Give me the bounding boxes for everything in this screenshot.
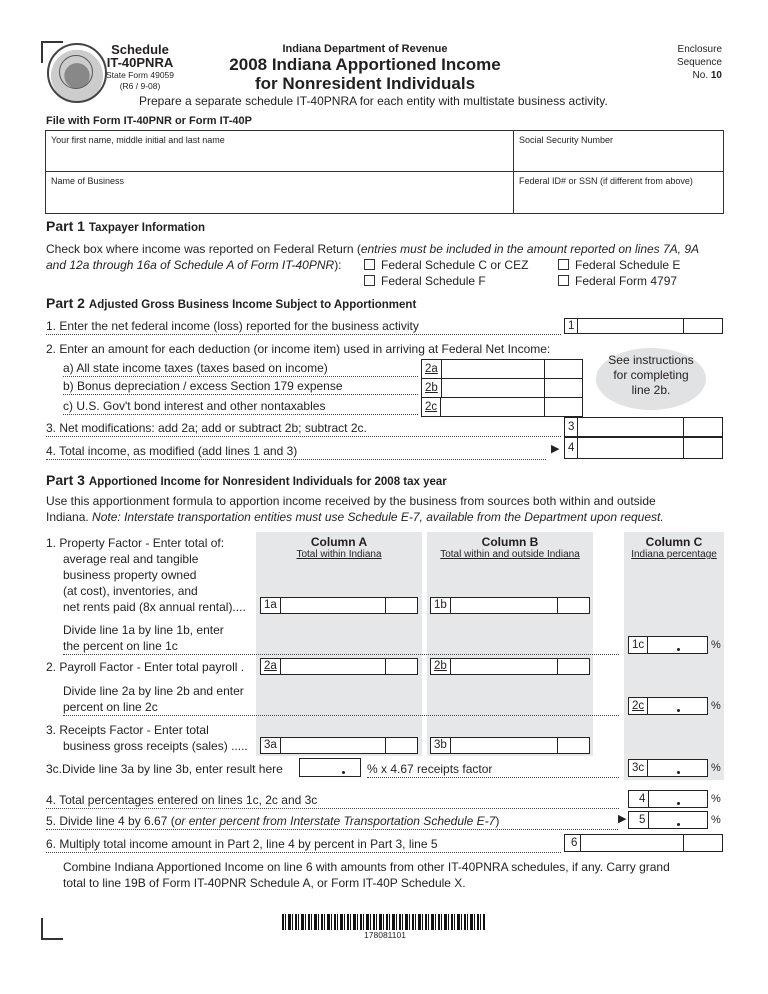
p3-line1-label: 1. Property Factor - Enter total of: average real and tangible business property owned (at cost), inventories, and net rents paid (8x annual rental).... — [46, 536, 246, 614]
checkbox-form-4797[interactable]: Federal Form 4797 — [558, 273, 677, 289]
percent-sign: % — [711, 762, 721, 774]
p3-line2b-input[interactable]: 2b — [430, 658, 590, 675]
ssn-field[interactable] — [514, 131, 723, 172]
p3-line3a-input[interactable]: 3a — [260, 737, 418, 754]
barcode-icon — [282, 914, 485, 930]
p3-line4-input[interactable]: 4 — [628, 790, 708, 808]
p3-line1a-input[interactable]: 1a — [260, 597, 418, 614]
p3-line1b-input[interactable]: 1b — [430, 597, 590, 614]
p3-line1c-label: the percent on line 1c — [63, 638, 619, 655]
part2-line1: 1. Enter the net federal income (loss) reported for the business activity — [46, 318, 561, 335]
part1-heading: Part 1 Taxpayer Information — [46, 218, 206, 234]
p3-line6-input[interactable]: 6 — [564, 834, 723, 852]
sequence-number: No. 10 — [692, 70, 722, 81]
business-label: Name of Business — [51, 176, 125, 186]
enclosure-sequence — [640, 43, 722, 82]
p3-line1c-text: Divide line 1a by line 1b, enter — [63, 623, 224, 637]
ssn-label: Social Security Number — [519, 135, 614, 145]
column-c-header: Column C Indiana percentage — [631, 535, 717, 560]
column-b-header: Column B Total within and outside Indiana — [440, 535, 580, 560]
form-title-line1: 2008 Indiana Apportioned Income — [229, 55, 501, 74]
part2-line2a: a) All state income taxes (taxes based on income) — [63, 360, 418, 377]
checkbox-icon[interactable] — [364, 275, 375, 286]
percent-sign: % — [711, 814, 721, 826]
fedid-label: Federal ID# or SSN (if different from above) — [519, 176, 693, 186]
part2-line2a-input[interactable]: 2a — [421, 359, 583, 379]
p3-line1c-input[interactable]: 1c — [628, 636, 708, 654]
percent-sign: % — [711, 700, 721, 712]
combine-instruction-1: Combine Indiana Apportioned Income on line 6 with amounts from other IT-40PNRA schedules, if any. Carry grand — [63, 860, 670, 874]
part2-line4: 4. Total income, as modified (add lines 1 and 3) — [46, 443, 546, 460]
part2-line4-input[interactable]: 4 — [564, 437, 723, 459]
enclosure-label: Enclosure — [677, 44, 722, 55]
checkbox-icon[interactable] — [364, 259, 375, 270]
schedule-id-block — [102, 43, 178, 90]
sequence-label: Sequence — [676, 57, 722, 68]
part1-instruction: Check box where income was reported on Federal Return (entries must be included in the amount reported on lines 7A, 9A — [46, 242, 700, 256]
p3-line3-label: 3. Receipts Factor - Enter total business gross receipts (sales) ..... — [46, 723, 248, 753]
arrow-right-icon: ▶ — [551, 443, 560, 455]
state-form: State Form 49059 — [105, 70, 175, 80]
p3-line3c-label: 3c.Divide line 3a by line 3b, enter result here — [46, 762, 283, 776]
combine-instruction-2: total to line 19B of Form IT-40PNR Schedule A, or Form IT-40P Schedule X. — [63, 876, 466, 890]
schedule-word: Schedule — [111, 42, 169, 57]
column-a-header: Column A Total within Indiana — [296, 535, 382, 560]
part3-intro-1: Use this apportionment formula to apportion income received by the business from sources both within and outside — [46, 494, 656, 508]
part1-instruction-2: and 12a through 16a of Schedule A of Form IT-40PNR): — [46, 258, 342, 272]
part2-line2: 2. Enter an amount for each deduction (or income item) used in arriving at Federal Net Income: — [46, 342, 551, 356]
see-instructions-note: See instructions for completing line 2b. — [596, 348, 706, 410]
p3-line2c-label: percent on line 2c — [63, 699, 619, 716]
part2-line1-input[interactable]: 1 — [564, 318, 723, 334]
checkbox-schedule-c[interactable]: Federal Schedule C or CEZ — [364, 257, 528, 273]
checkbox-schedule-f[interactable]: Federal Schedule F — [364, 273, 486, 289]
part2-line2c: c) U.S. Gov't bond interest and other nontaxables — [63, 398, 418, 415]
p3-line2c-input[interactable]: 2c — [628, 697, 708, 715]
checkbox-schedule-e[interactable]: Federal Schedule E — [558, 257, 680, 273]
part2-line3-input[interactable]: 3 — [564, 417, 723, 437]
p3-line5-label: 5. Divide line 4 by 6.67 (or enter percent from Interstate Transportation Schedule E-7) — [46, 813, 618, 830]
checkbox-icon[interactable] — [558, 259, 569, 270]
p3-line3c-input[interactable]: 3c — [628, 759, 708, 777]
form-title-line2: for Nonresident Individuals — [254, 74, 476, 93]
p3-line2c-text: Divide line 2a by line 2b and enter — [63, 684, 244, 698]
part2-line3: 3. Net modifications: add 2a; add or subtract 2b; subtract 2c. — [46, 420, 561, 437]
part2-line2b: b) Bonus depreciation / excess Section 179 expense — [63, 378, 418, 395]
percent-sign: % — [711, 793, 721, 805]
crop-mark-bottom-left — [41, 918, 63, 940]
p3-line2a-input[interactable]: 2a — [260, 658, 418, 675]
p3-line3c-ratio-input[interactable] — [299, 758, 361, 777]
revision: (R6 / 9-08) — [119, 80, 161, 91]
p3-line3c-factor: % x 4.67 receipts factor — [367, 761, 619, 778]
taxpayer-id-box — [45, 130, 724, 214]
p3-line6-label: 6. Multiply total income amount in Part 2, line 4 by percent in Part 3, line 5 — [46, 836, 561, 853]
part3-heading: Part 3 Apportioned Income for Nonresident Individuals for 2008 tax year — [46, 472, 447, 488]
name-field[interactable] — [46, 131, 514, 172]
percent-sign: % — [711, 639, 721, 651]
p3-line4-label: 4. Total percentages entered on lines 1c, 2c and 3c — [46, 792, 619, 809]
business-name-field[interactable] — [46, 172, 514, 213]
arrow-right-icon: ▶ — [618, 813, 627, 825]
p3-line5-input[interactable]: 5 — [628, 811, 708, 829]
p3-line3b-input[interactable]: 3b — [430, 737, 590, 754]
prepare-instruction: Prepare a separate schedule IT-40PNRA for each entity with multistate business activity. — [139, 94, 608, 108]
part2-heading: Part 2 Adjusted Gross Business Income Subject to Apportionment — [46, 295, 417, 311]
schedule-id: IT-40PNRA — [106, 55, 174, 70]
barcode-number: 178081101 — [364, 930, 406, 940]
name-label: Your first name, middle initial and last name — [51, 135, 225, 145]
part3-intro-2: Indiana. Note: Interstate transportation entities must use Schedule E-7, available from the Department upon request. — [46, 510, 664, 524]
file-with-note: File with Form IT-40PNR or Form IT-40P — [46, 115, 252, 127]
part2-line2c-input[interactable]: 2c — [421, 397, 583, 417]
column-c-shade — [624, 532, 724, 780]
federal-id-field[interactable] — [514, 172, 723, 213]
state-seal-icon — [47, 43, 107, 103]
department-name: Indiana Department of Revenue — [282, 43, 448, 55]
p3-line2-label: 2. Payroll Factor - Enter total payroll . — [46, 660, 245, 674]
form-title-block — [200, 43, 530, 93]
checkbox-icon[interactable] — [558, 275, 569, 286]
part2-line2b-input[interactable]: 2b — [421, 378, 583, 398]
